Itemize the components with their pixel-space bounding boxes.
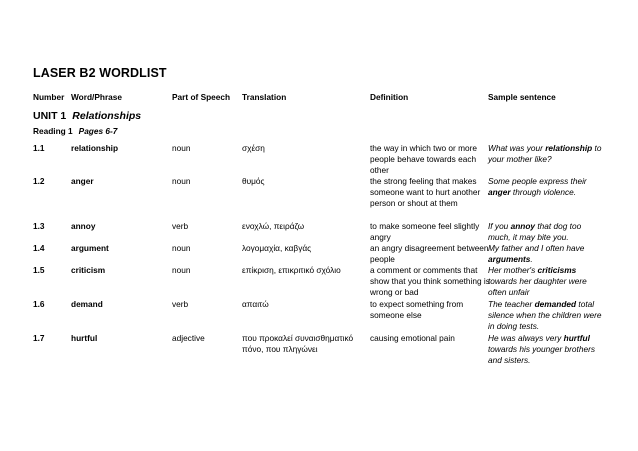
row-number: 1.3 xyxy=(33,221,45,231)
row-definition: the way in which two or more people behave towards each other xyxy=(370,143,477,176)
document-title: LASER B2 WORDLIST xyxy=(33,66,167,80)
row-part-of-speech: noun xyxy=(172,243,191,253)
row-word: argument xyxy=(71,243,109,253)
header-number: Number xyxy=(33,92,65,102)
header-word: Word/Phrase xyxy=(71,92,123,102)
reading-heading xyxy=(33,126,117,136)
row-word: anger xyxy=(71,176,94,186)
row-word: criticism xyxy=(71,265,106,275)
row-number: 1.6 xyxy=(33,299,45,309)
row-definition: to make someone feel slightly angry xyxy=(370,221,480,243)
row-sample-sentence: Some people express their anger through violence. xyxy=(488,176,587,198)
row-sample-sentence: My father and I often have arguments. xyxy=(488,243,585,265)
row-word: demand xyxy=(71,299,103,309)
row-translation: λογομαχία, καβγάς xyxy=(242,243,312,253)
row-word: hurtful xyxy=(71,333,98,343)
row-part-of-speech: noun xyxy=(172,176,191,186)
row-number: 1.5 xyxy=(33,265,45,275)
row-translation: που προκαλεί συναισθηματικό πόνο, που πληγώνει xyxy=(242,333,354,355)
row-translation: απαιτώ xyxy=(242,299,269,309)
row-translation: θυμός xyxy=(242,176,265,186)
row-number: 1.7 xyxy=(33,333,45,343)
row-translation: ενοχλώ, πειράζω xyxy=(242,221,305,231)
row-part-of-speech: noun xyxy=(172,265,191,275)
row-sample-sentence: The teacher demanded total silence when the children were in doing tests. xyxy=(488,299,602,332)
unit-label: UNIT 1 xyxy=(33,110,67,122)
row-sample-sentence: He was always very hurtful towards his younger brothers and sisters. xyxy=(488,333,595,366)
row-sample-sentence: Her mother's criticisms towards her daughter were often unfair xyxy=(488,265,587,298)
row-number: 1.1 xyxy=(33,143,45,153)
reading-pages: Pages 6-7 xyxy=(78,126,118,136)
header-part-of-speech: Part of Speech xyxy=(172,92,231,102)
row-word: annoy xyxy=(71,221,96,231)
row-definition: to expect something from someone else xyxy=(370,299,464,321)
row-translation: επίκριση, επικριτικό σχόλιο xyxy=(242,265,341,275)
row-definition: the strong feeling that makes someone want to hurt another person or shout at them xyxy=(370,176,481,209)
row-definition: causing emotional pain xyxy=(370,333,455,343)
row-sample-sentence: What was your relationship to your mother like? xyxy=(488,143,602,165)
row-part-of-speech: adjective xyxy=(172,333,205,343)
row-sample-sentence: If you annoy that dog too much, it may bite you. xyxy=(488,221,582,243)
row-number: 1.4 xyxy=(33,243,45,253)
header-sample-sentence: Sample sentence xyxy=(488,92,556,102)
row-translation: σχέση xyxy=(242,143,265,153)
row-part-of-speech: verb xyxy=(172,221,189,231)
row-number: 1.2 xyxy=(33,176,45,186)
row-word: relationship xyxy=(71,143,119,153)
row-definition: a comment or comments that show that you think something is wrong or bad xyxy=(370,265,490,298)
row-definition: an angry disagreement between people xyxy=(370,243,489,265)
header-definition: Definition xyxy=(370,92,409,102)
row-part-of-speech: verb xyxy=(172,299,189,309)
unit-name: Relationships xyxy=(72,110,142,122)
unit-heading xyxy=(33,110,141,122)
row-part-of-speech: noun xyxy=(172,143,191,153)
reading-label: Reading 1 xyxy=(33,126,73,136)
header-translation: Translation xyxy=(242,92,287,102)
